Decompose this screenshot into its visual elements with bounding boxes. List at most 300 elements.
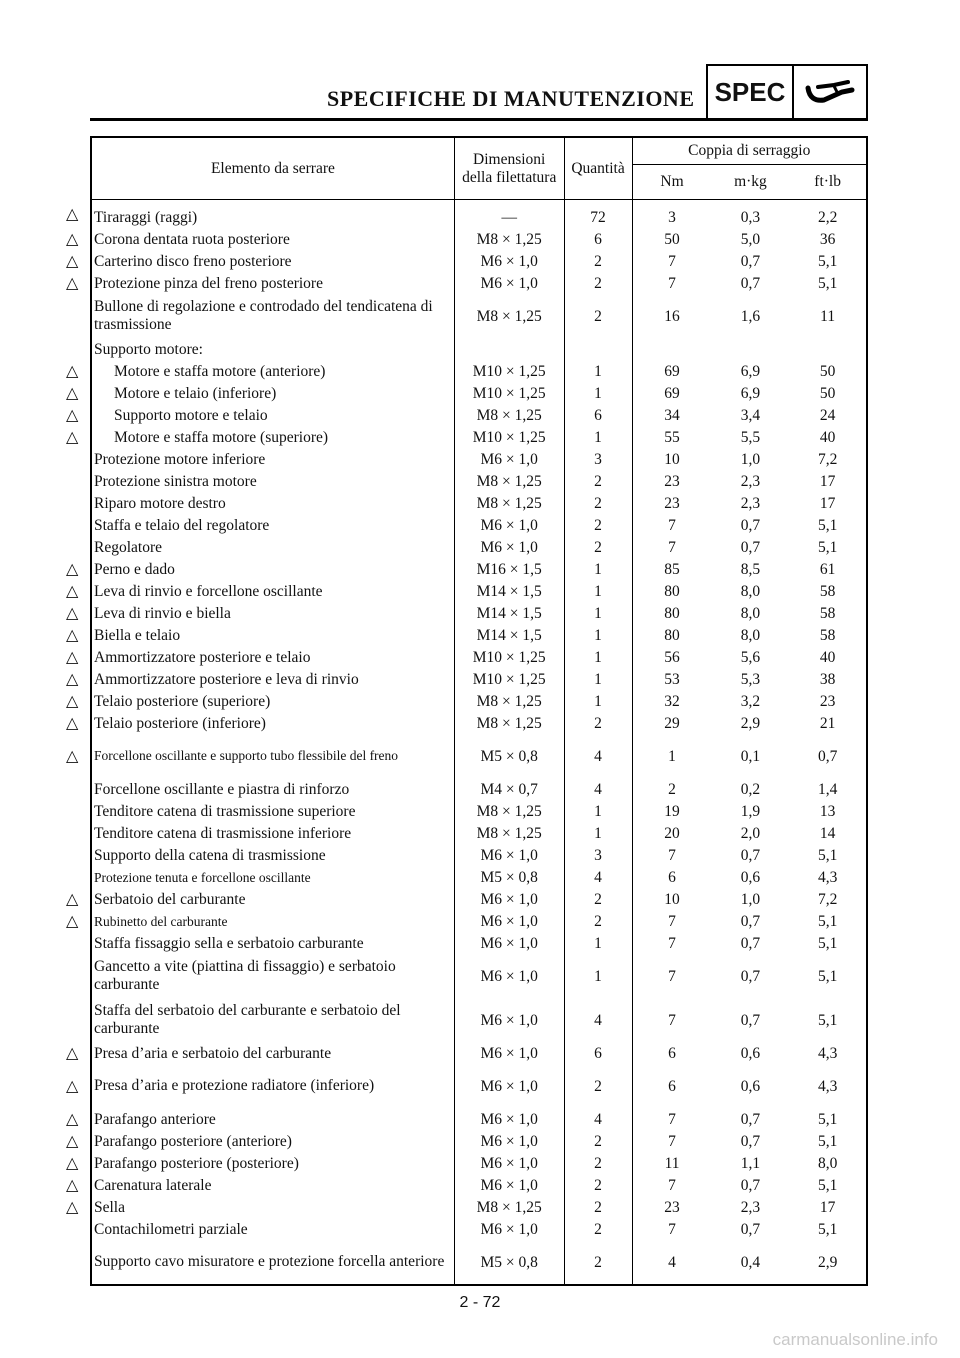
torque-nm-cell: 7	[632, 514, 712, 536]
quantity-cell: 2	[564, 1174, 632, 1196]
torque-mkg-cell: 8,0	[740, 626, 761, 644]
quantity-cell: 1	[564, 646, 632, 668]
page-number: 2 - 72	[459, 1294, 501, 1311]
torque-nm-cell: 6	[632, 1042, 712, 1064]
quantity-cell: 2	[564, 294, 632, 338]
item-name-cell: Gancetto a vite (piattina di fissaggio) e serbatoio carburante	[94, 958, 396, 993]
spec-badge	[706, 64, 868, 121]
item-name-cell: Regolatore	[94, 538, 163, 556]
quantity-cell: 4	[564, 778, 632, 800]
item-name-cell: Protezione sinistra motore	[94, 472, 257, 490]
torque-mkg-cell: 0,7	[740, 1176, 761, 1194]
caution-triangle-icon: △	[66, 1199, 79, 1216]
torque-ftlb-cell: 5,1	[817, 516, 838, 534]
torque-ftlb-cell: 4,3	[817, 868, 838, 886]
torque-ftlb-cell: 40	[819, 648, 836, 666]
header-rule	[90, 118, 868, 121]
torque-mkg-cell: 2,3	[740, 1198, 761, 1216]
thread-size-cell: M6 × 1,0	[454, 448, 564, 470]
torque-ftlb-cell: 58	[819, 582, 836, 600]
quantity-cell: 6	[564, 1042, 632, 1064]
item-name-cell: Biella e telaio	[94, 626, 181, 644]
torque-nm-cell: 2	[632, 778, 712, 800]
item-name-cell: Sella	[94, 1198, 125, 1216]
torque-nm-cell: 34	[632, 404, 712, 426]
quantity-cell: 6	[564, 228, 632, 250]
torque-nm-cell: 11	[632, 1152, 712, 1174]
torque-ftlb-cell: 24	[819, 406, 836, 424]
item-name-cell: Forcellone oscillante e piastra di rinforzo	[94, 780, 350, 798]
col-header-ftlb: ft·lb	[789, 165, 867, 200]
torque-ftlb-cell: 17	[819, 1198, 836, 1216]
torque-nm-cell: 80	[632, 580, 712, 602]
caution-triangle-icon: △	[66, 913, 79, 930]
table-row	[91, 778, 867, 800]
torque-mkg-cell: 6,9	[740, 362, 761, 380]
quantity-cell: 1	[564, 360, 632, 382]
table-row	[91, 404, 867, 426]
torque-ftlb-cell: 17	[819, 472, 836, 490]
torque-ftlb-cell: 50	[819, 362, 836, 380]
item-name-cell: Supporto motore:	[94, 340, 203, 358]
caution-triangle-icon: △	[66, 583, 79, 600]
table-row	[91, 866, 867, 888]
quantity-cell: 1	[564, 426, 632, 448]
table-row	[91, 602, 867, 624]
quantity-cell: 1	[564, 382, 632, 404]
thread-size-cell: M6 × 1,0	[454, 888, 564, 910]
torque-mkg-cell: 0,1	[740, 747, 761, 765]
torque-mkg-cell: 1,1	[740, 1154, 761, 1172]
torque-ftlb-cell: 11	[820, 307, 836, 325]
torque-mkg-cell: 0,7	[740, 516, 761, 534]
thread-size-cell: M6 × 1,0	[454, 1130, 564, 1152]
table-row	[91, 448, 867, 470]
caution-triangle-icon: △	[66, 363, 79, 380]
table-row	[91, 998, 867, 1042]
torque-nm-cell: 10	[632, 888, 712, 910]
table-row	[91, 1130, 867, 1152]
caution-triangle-icon: △	[66, 671, 79, 688]
quantity-cell: 3	[564, 448, 632, 470]
thread-size-cell: M8 × 1,25	[454, 228, 564, 250]
thread-size-cell: M4 × 0,7	[454, 778, 564, 800]
item-name-cell: Carterino disco freno posteriore	[94, 252, 292, 270]
quantity-cell: 1	[564, 558, 632, 580]
quantity-cell: 6	[564, 404, 632, 426]
item-name-cell: Telaio posteriore (inferiore)	[94, 714, 266, 732]
item-name-cell: Serbatoio del carburante	[94, 890, 246, 908]
thread-size-cell: M8 × 1,25	[454, 1196, 564, 1218]
watermark: carmanualsonline.info	[772, 1330, 938, 1349]
col-header-mkg: m·kg	[712, 165, 790, 200]
torque-ftlb-cell: 4,3	[817, 1077, 838, 1095]
item-name-cell: Tenditore catena di trasmissione superiore	[94, 802, 356, 820]
table-row	[91, 910, 867, 932]
thread-size-cell: M6 × 1,0	[454, 910, 564, 932]
torque-ftlb-cell: 5,1	[817, 1220, 838, 1238]
torque-nm-cell: 23	[632, 470, 712, 492]
thread-size-cell: M6 × 1,0	[454, 1108, 564, 1130]
caution-triangle-icon: △	[66, 385, 79, 402]
torque-nm-cell: 7	[632, 1108, 712, 1130]
torque-nm-cell: 7	[632, 910, 712, 932]
table-row	[91, 734, 867, 778]
torque-mkg-cell: 5,3	[740, 670, 761, 688]
torque-nm-cell: 23	[632, 492, 712, 514]
quantity-cell: 2	[564, 1196, 632, 1218]
caution-triangle-icon: △	[66, 231, 79, 248]
thread-size-cell: M6 × 1,0	[454, 536, 564, 558]
thread-size-cell: M6 × 1,0	[454, 954, 564, 998]
torque-ftlb-cell: 5,1	[817, 1132, 838, 1150]
torque-ftlb-cell: 5,1	[817, 1110, 838, 1128]
quantity-cell: 4	[564, 1108, 632, 1130]
quantity-cell: 2	[564, 470, 632, 492]
torque-ftlb-cell: 5,1	[817, 934, 838, 952]
thread-size-cell: M6 × 1,0	[454, 1064, 564, 1108]
item-name-cell: Tenditore catena di trasmissione inferiore	[94, 824, 352, 842]
quantity-cell: 1	[564, 690, 632, 712]
torque-mkg-cell: 0,7	[740, 912, 761, 930]
table-row	[91, 1108, 867, 1130]
thread-size-cell: M8 × 1,25	[454, 492, 564, 514]
torque-ftlb-cell: 5,1	[817, 538, 838, 556]
torque-nm-cell: 69	[632, 382, 712, 404]
table-row	[91, 668, 867, 690]
torque-spec-table	[90, 136, 868, 1286]
torque-ftlb-cell: 58	[819, 604, 836, 622]
caution-triangle-icon: △	[66, 407, 79, 424]
torque-nm-cell: 7	[632, 998, 712, 1042]
caution-triangle-icon: △	[66, 1177, 79, 1194]
col-header-nm: Nm	[632, 165, 712, 200]
torque-nm-cell: 85	[632, 558, 712, 580]
caution-triangle-icon: △	[66, 1078, 79, 1095]
table-row	[91, 250, 867, 272]
thread-size-cell: M6 × 1,0	[454, 272, 564, 294]
thread-size-cell: M6 × 1,0	[454, 1218, 564, 1240]
item-name-cell: Carenatura laterale	[94, 1176, 212, 1194]
caution-triangle-icon: △	[66, 1155, 79, 1172]
quantity-cell: 1	[564, 822, 632, 844]
torque-ftlb-cell: 4,3	[817, 1044, 838, 1062]
table-row	[91, 470, 867, 492]
col-header-size: Dimensioni della filettatura	[454, 137, 564, 200]
page-title: SPECIFICHE DI MANUTENZIONE	[327, 86, 695, 111]
item-name-cell: Parafango posteriore (posteriore)	[94, 1154, 299, 1172]
torque-nm-cell: 1	[632, 734, 712, 778]
item-name-cell: Presa d’aria e protezione radiatore (inferiore)	[94, 1077, 375, 1094]
torque-ftlb-cell: 5,1	[817, 1176, 838, 1194]
table-row	[91, 1240, 867, 1285]
torque-mkg-cell: 0,6	[740, 868, 761, 886]
thread-size-cell: M6 × 1,0	[454, 250, 564, 272]
torque-mkg-cell: 0,7	[740, 1011, 761, 1029]
thread-size-cell: M6 × 1,0	[454, 998, 564, 1042]
torque-mkg-cell: 0,6	[740, 1077, 761, 1095]
table-row	[91, 580, 867, 602]
torque-ftlb-cell: 5,1	[817, 274, 838, 292]
torque-nm-cell	[632, 338, 712, 360]
quantity-cell: 2	[564, 514, 632, 536]
torque-ftlb-cell: 5,1	[817, 1011, 838, 1029]
torque-ftlb-cell: 7,2	[817, 890, 838, 908]
item-name-cell: Staffa fissaggio sella e serbatoio carburante	[94, 934, 364, 952]
thread-size-cell: M10 × 1,25	[454, 426, 564, 448]
quantity-cell: 1	[564, 932, 632, 954]
table-row	[91, 294, 867, 338]
quantity-cell: 1	[564, 668, 632, 690]
thread-size-cell: —	[454, 200, 564, 229]
caution-triangle-icon: △	[66, 891, 79, 908]
thread-size-cell: M6 × 1,0	[454, 844, 564, 866]
torque-nm-cell: 7	[632, 1218, 712, 1240]
torque-ftlb-cell: 5,1	[817, 967, 838, 985]
torque-ftlb-cell: 14	[819, 824, 836, 842]
table-row	[91, 338, 867, 360]
item-name-cell: Ammortizzatore posteriore e leva di rinvio	[94, 670, 359, 688]
thread-size-cell: M6 × 1,0	[454, 1042, 564, 1064]
col-header-qty: Quantità	[564, 137, 632, 200]
item-name-cell: Contachilometri parziale	[94, 1220, 248, 1238]
table-row	[91, 888, 867, 910]
item-name-cell: Staffa e telaio del regolatore	[94, 516, 270, 534]
item-name-cell: Forcellone oscillante e supporto tubo flessibile del freno	[94, 748, 399, 763]
torque-ftlb-cell: 8,0	[817, 1154, 838, 1172]
col-header-item: Elemento da serrare	[91, 137, 454, 200]
torque-ftlb-cell: 36	[819, 230, 836, 248]
torque-nm-cell: 7	[632, 1130, 712, 1152]
thread-size-cell: M8 × 1,25	[454, 822, 564, 844]
torque-mkg-cell: 6,9	[740, 384, 761, 402]
torque-nm-cell: 80	[632, 602, 712, 624]
quantity-cell: 3	[564, 844, 632, 866]
item-name-cell: Supporto cavo misuratore e protezione forcella anteriore	[94, 1253, 445, 1270]
caution-triangle-icon: △	[66, 1045, 79, 1062]
item-name-cell: Presa d’aria e serbatoio del carburante	[94, 1044, 332, 1062]
torque-ftlb-cell: 50	[819, 384, 836, 402]
quantity-cell: 2	[564, 492, 632, 514]
torque-mkg-cell: 1,6	[740, 307, 761, 325]
item-name-cell: Tiraraggi (raggi)	[94, 208, 198, 226]
table-row	[91, 514, 867, 536]
table-row	[91, 426, 867, 448]
torque-mkg-cell: 5,5	[740, 428, 761, 446]
quantity-cell: 2	[564, 250, 632, 272]
item-name-cell: Supporto della catena di trasmissione	[94, 846, 326, 864]
torque-nm-cell: 7	[632, 272, 712, 294]
table-row	[91, 382, 867, 404]
torque-mkg-cell: 0,7	[740, 967, 761, 985]
torque-mkg-cell: 1,0	[740, 890, 761, 908]
quantity-cell: 2	[564, 910, 632, 932]
caution-triangle-icon: △	[66, 605, 79, 622]
item-name-cell: Supporto motore e telaio	[114, 406, 268, 424]
thread-size-cell: M10 × 1,25	[454, 382, 564, 404]
quantity-cell: 72	[564, 200, 632, 229]
thread-size-cell: M14 × 1,5	[454, 624, 564, 646]
item-name-cell: Motore e staffa motore (superiore)	[114, 428, 329, 446]
quantity-cell: 2	[564, 1130, 632, 1152]
caution-triangle-icon: △	[66, 1111, 79, 1128]
thread-size-cell: M14 × 1,5	[454, 602, 564, 624]
torque-nm-cell: 29	[632, 712, 712, 734]
table-row	[91, 646, 867, 668]
table-row	[91, 822, 867, 844]
torque-ftlb-cell: 7,2	[817, 450, 838, 468]
item-name-cell: Leva di rinvio e forcellone oscillante	[94, 582, 323, 600]
torque-nm-cell: 7	[632, 1174, 712, 1196]
item-name-cell: Bullone di regolazione e controdado del tendicatena di trasmissione	[94, 298, 433, 333]
torque-mkg-cell: 0,7	[740, 1110, 761, 1128]
caution-triangle-icon: △	[66, 748, 79, 765]
quantity-cell: 1	[564, 624, 632, 646]
thread-size-cell: M8 × 1,25	[454, 294, 564, 338]
table-row	[91, 1042, 867, 1064]
thread-size-cell: M10 × 1,25	[454, 646, 564, 668]
torque-mkg-cell: 0,4	[740, 1253, 761, 1271]
torque-ftlb-cell: 2,9	[817, 1253, 838, 1271]
quantity-cell: 2	[564, 1064, 632, 1108]
torque-mkg-cell: 0,7	[740, 846, 761, 864]
torque-mkg-cell: 5,0	[740, 230, 761, 248]
torque-nm-cell: 7	[632, 250, 712, 272]
torque-mkg-cell: 0,7	[740, 274, 761, 292]
torque-mkg-cell: 8,5	[740, 560, 761, 578]
torque-ftlb-cell: 23	[819, 692, 836, 710]
torque-mkg-cell: 8,0	[740, 582, 761, 600]
torque-mkg-cell: 0,6	[740, 1044, 761, 1062]
quantity-cell: 4	[564, 866, 632, 888]
torque-nm-cell: 56	[632, 646, 712, 668]
thread-size-cell: M5 × 0,8	[454, 1240, 564, 1285]
quantity-cell: 1	[564, 800, 632, 822]
quantity-cell: 4	[564, 998, 632, 1042]
torque-mkg-cell: 0,7	[740, 1132, 761, 1150]
torque-ftlb-cell: 5,1	[817, 846, 838, 864]
torque-mkg-cell: 2,9	[740, 714, 761, 732]
quantity-cell: 1	[564, 954, 632, 998]
torque-ftlb-cell: 17	[819, 494, 836, 512]
item-name-cell: Staffa del serbatoio del carburante e serbatoio del carburante	[94, 1002, 401, 1037]
table-row	[91, 1218, 867, 1240]
torque-ftlb-cell: 5,1	[817, 912, 838, 930]
torque-mkg-cell: 1,0	[740, 450, 761, 468]
item-name-cell: Perno e dado	[94, 560, 175, 578]
quantity-cell: 2	[564, 1240, 632, 1285]
caution-triangle-icon: △	[66, 253, 79, 270]
quantity-cell: 2	[564, 888, 632, 910]
thread-size-cell: M6 × 1,0	[454, 1174, 564, 1196]
torque-ftlb-cell: 2,2	[817, 208, 838, 226]
caution-triangle-icon: △	[66, 715, 79, 732]
torque-ftlb-cell: 1,4	[817, 780, 838, 798]
item-name-cell: Parafango posteriore (anteriore)	[94, 1132, 292, 1150]
quantity-cell: 2	[564, 272, 632, 294]
torque-nm-cell: 19	[632, 800, 712, 822]
quantity-cell: 2	[564, 712, 632, 734]
table-row	[91, 932, 867, 954]
table-row	[91, 200, 867, 229]
torque-mkg-cell: 0,7	[740, 538, 761, 556]
torque-ftlb-cell: 0,7	[817, 747, 838, 765]
item-name-cell: Motore e staffa motore (anteriore)	[114, 362, 326, 380]
torque-nm-cell: 7	[632, 536, 712, 558]
item-name-cell: Ammortizzatore posteriore e telaio	[94, 648, 311, 666]
torque-nm-cell: 7	[632, 932, 712, 954]
thread-size-cell: M10 × 1,25	[454, 668, 564, 690]
thread-size-cell: M16 × 1,5	[454, 558, 564, 580]
thread-size-cell: M8 × 1,25	[454, 470, 564, 492]
torque-mkg-cell: 1,9	[740, 802, 761, 820]
table-row	[91, 1174, 867, 1196]
torque-ftlb-cell: 61	[819, 560, 836, 578]
spec-badge-label: SPEC	[708, 66, 794, 119]
table-row	[91, 360, 867, 382]
item-name-cell: Protezione pinza del freno posteriore	[94, 274, 323, 292]
caution-triangle-icon: △	[66, 1133, 79, 1150]
torque-nm-cell: 53	[632, 668, 712, 690]
table-row	[91, 624, 867, 646]
item-name-cell: Motore e telaio (inferiore)	[114, 384, 277, 402]
table-row	[91, 690, 867, 712]
quantity-cell: 4	[564, 734, 632, 778]
torque-mkg-cell: 3,2	[740, 692, 761, 710]
table-row	[91, 712, 867, 734]
quantity-cell	[564, 338, 632, 360]
torque-mkg-cell	[712, 338, 790, 360]
caution-triangle-icon: △	[66, 205, 79, 223]
torque-mkg-cell: 0,3	[740, 208, 761, 226]
table-row	[91, 1064, 867, 1108]
torque-nm-cell: 4	[632, 1240, 712, 1285]
torque-ftlb-cell	[789, 338, 867, 360]
item-name-cell: Riparo motore destro	[94, 494, 226, 512]
item-name-cell: Leva di rinvio e biella	[94, 604, 231, 622]
caution-triangle-icon: △	[66, 649, 79, 666]
torque-mkg-cell: 3,4	[740, 406, 761, 424]
thread-size-cell: M5 × 0,8	[454, 866, 564, 888]
table-row	[91, 800, 867, 822]
item-name-cell: Parafango anteriore	[94, 1110, 216, 1128]
table-row	[91, 272, 867, 294]
torque-nm-cell: 80	[632, 624, 712, 646]
thread-size-cell: M8 × 1,25	[454, 690, 564, 712]
thread-size-cell: M6 × 1,0	[454, 1152, 564, 1174]
torque-ftlb-cell: 40	[819, 428, 836, 446]
thread-size-cell: M5 × 0,8	[454, 734, 564, 778]
torque-ftlb-cell: 13	[819, 802, 836, 820]
item-name-cell: Protezione tenuta e forcellone oscillante	[94, 869, 311, 885]
table-row	[91, 492, 867, 514]
quantity-cell: 2	[564, 1152, 632, 1174]
table-row	[91, 536, 867, 558]
torque-nm-cell: 7	[632, 844, 712, 866]
item-name-cell: Protezione motore inferiore	[94, 450, 266, 468]
torque-mkg-cell: 2,3	[740, 472, 761, 490]
torque-mkg-cell: 0,2	[740, 780, 761, 798]
torque-nm-cell: 10	[632, 448, 712, 470]
torque-ftlb-cell: 58	[819, 626, 836, 644]
torque-mkg-cell: 8,0	[740, 604, 761, 622]
caution-triangle-icon: △	[66, 275, 79, 292]
torque-mkg-cell: 0,7	[740, 252, 761, 270]
torque-nm-cell: 32	[632, 690, 712, 712]
quantity-cell: 1	[564, 602, 632, 624]
torque-nm-cell: 7	[632, 954, 712, 998]
torque-nm-cell: 55	[632, 426, 712, 448]
